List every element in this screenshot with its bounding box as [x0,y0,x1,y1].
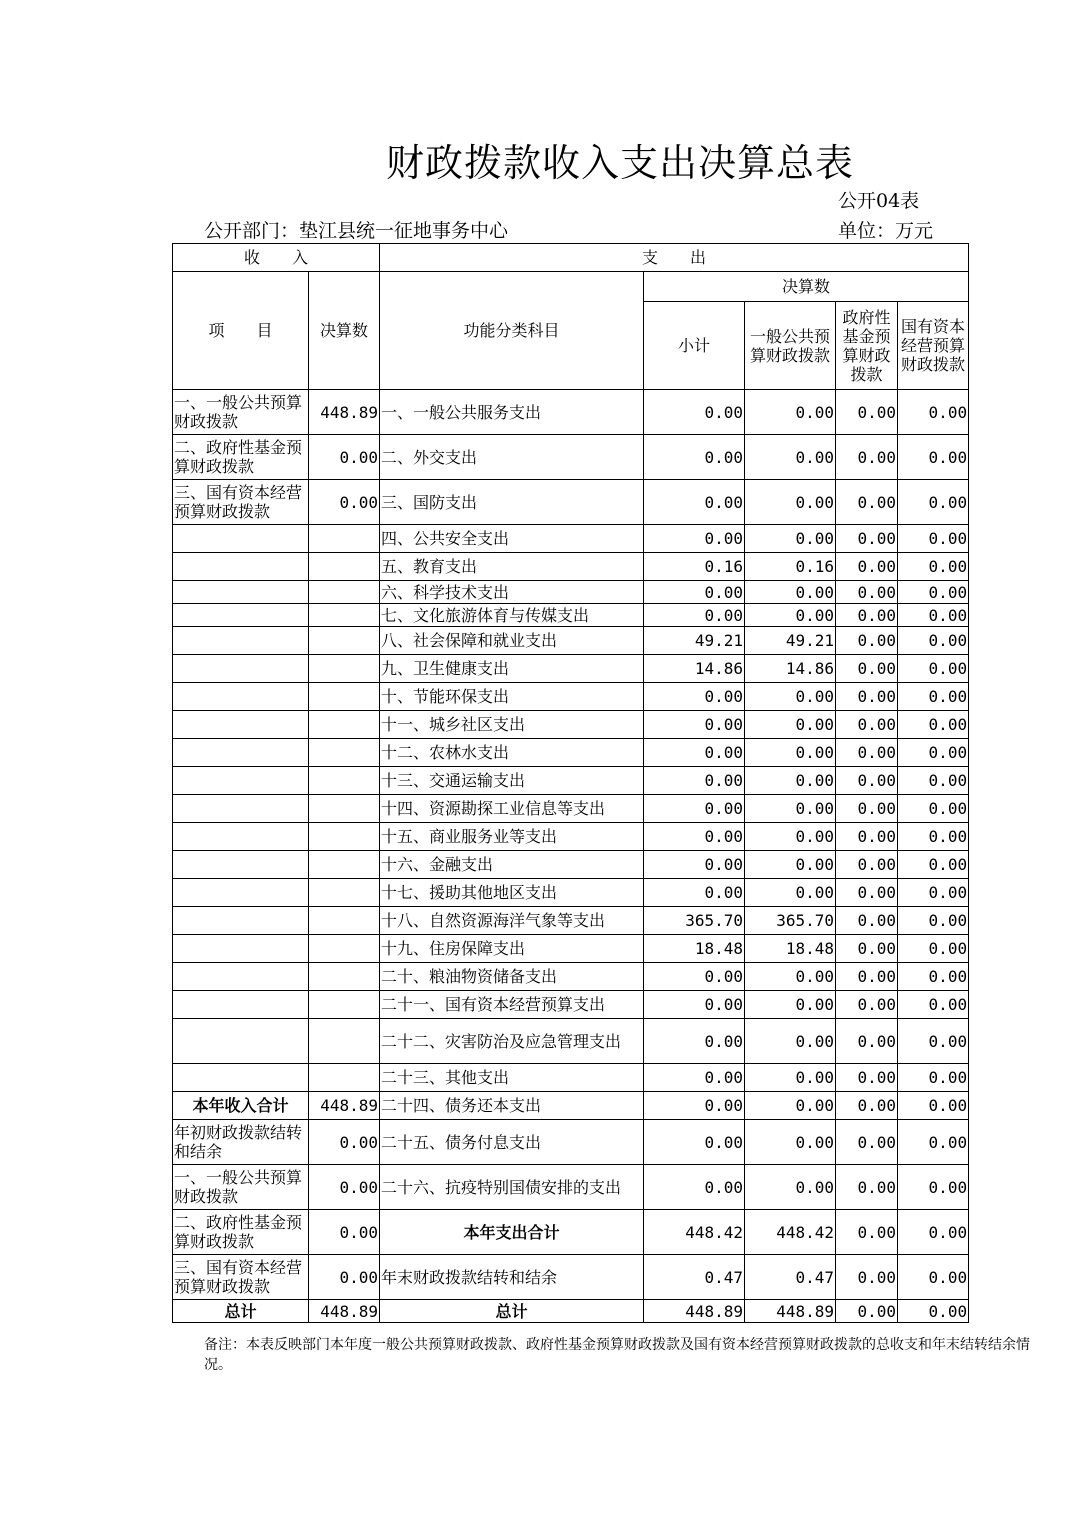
expense-item: 十五、商业服务业等支出 [380,823,644,851]
income-amount [309,525,380,553]
table-row [173,1092,969,1120]
income-item [173,604,309,627]
general-budget-value: 14.86 [745,655,836,683]
expense-item: 八、社会保障和就业支出 [380,627,644,655]
income-amount [309,823,380,851]
income-amount: 0.00 [309,435,380,480]
income-amount [309,553,380,581]
table-row [173,480,969,525]
income-item [173,1064,309,1092]
subtotal-value: 0.00 [644,480,745,525]
table-row [173,795,969,823]
income-item [173,879,309,907]
gov-fund-value: 0.00 [836,435,898,480]
budget-table [172,243,969,1323]
state-capital-value: 0.00 [898,935,969,963]
gov-fund-header: 政府性基金预算财政拨款 [836,302,898,390]
state-capital-value: 0.00 [898,851,969,879]
expense-item: 十八、自然资源海洋气象等支出 [380,907,644,935]
table-row [173,767,969,795]
income-amount [309,711,380,739]
general-budget-value: 0.00 [745,767,836,795]
state-capital-value: 0.00 [898,1255,969,1300]
subtotal-value: 0.00 [644,963,745,991]
expense-item: 四、公共安全支出 [380,525,644,553]
income-item [173,767,309,795]
state-capital-value: 0.00 [898,655,969,683]
gov-fund-value: 0.00 [836,991,898,1019]
income-item [173,711,309,739]
expense-item: 十二、农林水支出 [380,739,644,767]
expense-item: 十六、金融支出 [380,851,644,879]
department-label: 公开部门：垫江县统一征地事务中心 [204,220,509,242]
state-capital-header: 国有资本经营预算财政拨款 [898,302,969,390]
table-row [173,390,969,435]
gov-fund-value: 0.00 [836,525,898,553]
income-amount [309,851,380,879]
state-capital-value: 0.00 [898,1064,969,1092]
table-row [173,739,969,767]
subtotal-value: 0.16 [644,553,745,581]
page-title: 财政拨款收入支出决算总表 [385,141,854,185]
subtotal-value: 49.21 [644,627,745,655]
expense-item: 本年支出合计 [380,1210,644,1255]
table-row [173,435,969,480]
general-budget-value: 0.00 [745,879,836,907]
general-budget-value: 365.70 [745,907,836,935]
function-subject-header: 功能分类科目 [380,272,644,390]
gov-fund-value: 0.00 [836,604,898,627]
subtotal-value: 0.00 [644,683,745,711]
state-capital-value: 0.00 [898,1092,969,1120]
income-amount [309,879,380,907]
subtotal-value: 0.47 [644,1255,745,1300]
subtotal-header: 小计 [644,302,745,390]
table-row [173,627,969,655]
income-item: 年初财政拨款结转和结余 [173,1120,309,1165]
income-item [173,907,309,935]
general-budget-value: 448.89 [745,1300,836,1323]
income-amount [309,991,380,1019]
subtotal-value: 448.42 [644,1210,745,1255]
state-capital-value: 0.00 [898,795,969,823]
subtotal-value: 0.00 [644,851,745,879]
table-row [173,1255,969,1300]
subtotal-value: 18.48 [644,935,745,963]
general-budget-value: 0.00 [745,525,836,553]
state-capital-value: 0.00 [898,390,969,435]
table-row [173,1300,969,1323]
state-capital-value: 0.00 [898,525,969,553]
expense-item: 九、卫生健康支出 [380,655,644,683]
state-capital-value: 0.00 [898,553,969,581]
unit-label: 单位：万元 [838,220,934,242]
table-row [173,991,969,1019]
table-row [173,963,969,991]
state-capital-value: 0.00 [898,907,969,935]
table-row [173,879,969,907]
income-item [173,851,309,879]
subtotal-value: 0.00 [644,604,745,627]
general-budget-value: 0.00 [745,435,836,480]
expense-item: 二、外交支出 [380,435,644,480]
general-budget-value: 18.48 [745,935,836,963]
income-amount [309,739,380,767]
subtotal-value: 0.00 [644,711,745,739]
general-budget-value: 448.42 [745,1210,836,1255]
income-item: 二、政府性基金预算财政拨款 [173,435,309,480]
income-item [173,739,309,767]
subtotal-value: 0.00 [644,1092,745,1120]
general-budget-value: 0.00 [745,1064,836,1092]
general-budget-value: 0.00 [745,711,836,739]
income-amount [309,963,380,991]
income-amount: 0.00 [309,1165,380,1210]
general-budget-value: 0.00 [745,604,836,627]
item-header: 项 目 [173,272,309,390]
expense-item: 十三、交通运输支出 [380,767,644,795]
general-budget-value: 0.00 [745,1120,836,1165]
expense-item: 十一、城乡社区支出 [380,711,644,739]
income-amount [309,683,380,711]
subtotal-value: 0.00 [644,879,745,907]
gov-fund-value: 0.00 [836,739,898,767]
subtotal-value: 0.00 [644,767,745,795]
gov-fund-value: 0.00 [836,627,898,655]
income-item [173,795,309,823]
state-capital-value: 0.00 [898,627,969,655]
expense-item: 二十二、灾害防治及应急管理支出 [380,1019,644,1064]
income-amount: 448.89 [309,390,380,435]
general-budget-value: 0.00 [745,823,836,851]
general-budget-value: 0.00 [745,581,836,604]
subtotal-value: 0.00 [644,390,745,435]
table-row [173,1064,969,1092]
income-item: 一、一般公共预算财政拨款 [173,1165,309,1210]
income-item [173,655,309,683]
final-amount-header: 决算数 [644,272,969,302]
income-amount [309,1019,380,1064]
gov-fund-value: 0.00 [836,480,898,525]
gov-fund-value: 0.00 [836,851,898,879]
general-budget-value: 0.00 [745,795,836,823]
gov-fund-value: 0.00 [836,1165,898,1210]
gov-fund-value: 0.00 [836,655,898,683]
subtotal-value: 448.89 [644,1300,745,1323]
expense-item: 年末财政拨款结转和结余 [380,1255,644,1300]
income-amount: 0.00 [309,480,380,525]
gov-fund-value: 0.00 [836,683,898,711]
income-amount [309,627,380,655]
amount-header: 决算数 [309,272,380,390]
gov-fund-value: 0.00 [836,1255,898,1300]
subtotal-value: 0.00 [644,581,745,604]
table-row [173,851,969,879]
general-budget-value: 49.21 [745,627,836,655]
expense-item: 七、文化旅游体育与传媒支出 [380,604,644,627]
subtotal-value: 0.00 [644,1120,745,1165]
income-amount [309,581,380,604]
income-item [173,1019,309,1064]
general-budget-value: 0.00 [745,1165,836,1210]
income-item [173,963,309,991]
state-capital-value: 0.00 [898,1300,969,1323]
income-amount [309,604,380,627]
state-capital-value: 0.00 [898,767,969,795]
income-item [173,581,309,604]
expense-item: 六、科学技术支出 [380,581,644,604]
gov-fund-value: 0.00 [836,1210,898,1255]
table-row [173,711,969,739]
table-row [173,1120,969,1165]
table-row [173,907,969,935]
income-item [173,991,309,1019]
table-row [173,581,969,604]
gov-fund-value: 0.00 [836,1019,898,1064]
state-capital-value: 0.00 [898,1019,969,1064]
expense-item: 二十三、其他支出 [380,1064,644,1092]
gov-fund-value: 0.00 [836,390,898,435]
subtotal-value: 0.00 [644,991,745,1019]
general-budget-value: 0.00 [745,480,836,525]
income-item: 三、国有资本经营预算财政拨款 [173,480,309,525]
table-row [173,823,969,851]
expense-item: 十、节能环保支出 [380,683,644,711]
table-row [173,655,969,683]
expense-item: 总计 [380,1300,644,1323]
gov-fund-value: 0.00 [836,1092,898,1120]
gov-fund-value: 0.00 [836,879,898,907]
general-budget-value: 0.00 [745,963,836,991]
general-budget-value: 0.00 [745,851,836,879]
income-item [173,823,309,851]
state-capital-value: 0.00 [898,823,969,851]
gov-fund-value: 0.00 [836,1300,898,1323]
gov-fund-value: 0.00 [836,581,898,604]
expense-item: 三、国防支出 [380,480,644,525]
income-item: 三、国有资本经营预算财政拨款 [173,1255,309,1300]
income-amount: 0.00 [309,1210,380,1255]
expense-item: 十四、资源勘探工业信息等支出 [380,795,644,823]
income-amount [309,795,380,823]
gov-fund-value: 0.00 [836,767,898,795]
gov-fund-value: 0.00 [836,1064,898,1092]
subtotal-value: 0.00 [644,435,745,480]
subtotal-value: 0.00 [644,1064,745,1092]
table-row [173,1165,969,1210]
expense-item: 二十、粮油物资储备支出 [380,963,644,991]
expense-header: 支 出 [380,244,969,272]
expense-item: 二十一、国有资本经营预算支出 [380,991,644,1019]
income-item: 二、政府性基金预算财政拨款 [173,1210,309,1255]
subtotal-value: 0.00 [644,795,745,823]
gov-fund-value: 0.00 [836,935,898,963]
subtotal-value: 0.00 [644,1165,745,1210]
footnote: 备注：本表反映部门本年度一般公共预算财政拨款、政府性基金预算财政拨款及国有资本经营预算财政拨款的总收支和年末结转结余情况。 [204,1337,1030,1373]
income-amount [309,767,380,795]
income-item [173,627,309,655]
table-row [173,604,969,627]
general-budget-value: 0.00 [745,390,836,435]
table-row [173,1019,969,1064]
table-row [173,683,969,711]
table-row [173,1210,969,1255]
income-item: 总计 [173,1300,309,1323]
gov-fund-value: 0.00 [836,795,898,823]
state-capital-value: 0.00 [898,435,969,480]
state-capital-value: 0.00 [898,480,969,525]
state-capital-value: 0.00 [898,1120,969,1165]
income-item [173,553,309,581]
general-budget-value: 0.00 [745,683,836,711]
subtotal-value: 14.86 [644,655,745,683]
state-capital-value: 0.00 [898,581,969,604]
income-item: 一、一般公共预算财政拨款 [173,390,309,435]
general-budget-value: 0.47 [745,1255,836,1300]
income-item [173,935,309,963]
income-amount: 0.00 [309,1120,380,1165]
general-budget-value: 0.16 [745,553,836,581]
state-capital-value: 0.00 [898,991,969,1019]
expense-item: 十九、住房保障支出 [380,935,644,963]
income-amount [309,935,380,963]
subtotal-value: 0.00 [644,823,745,851]
subtotal-value: 0.00 [644,1019,745,1064]
table-row [173,553,969,581]
income-amount [309,907,380,935]
general-budget-header: 一般公共预算财政拨款 [745,302,836,390]
income-item: 本年收入合计 [173,1092,309,1120]
expense-item: 二十四、债务还本支出 [380,1092,644,1120]
state-capital-value: 0.00 [898,963,969,991]
general-budget-value: 0.00 [745,1019,836,1064]
subtotal-value: 0.00 [644,525,745,553]
expense-item: 二十六、抗疫特别国债安排的支出 [380,1165,644,1210]
expense-item: 五、教育支出 [380,553,644,581]
state-capital-value: 0.00 [898,1165,969,1210]
income-item [173,525,309,553]
form-number: 公开04表 [838,190,920,212]
income-amount: 0.00 [309,1255,380,1300]
gov-fund-value: 0.00 [836,907,898,935]
expense-item: 十七、援助其他地区支出 [380,879,644,907]
income-amount: 448.89 [309,1092,380,1120]
gov-fund-value: 0.00 [836,1120,898,1165]
subtotal-value: 365.70 [644,907,745,935]
state-capital-value: 0.00 [898,683,969,711]
gov-fund-value: 0.00 [836,823,898,851]
general-budget-value: 0.00 [745,991,836,1019]
gov-fund-value: 0.00 [836,553,898,581]
state-capital-value: 0.00 [898,604,969,627]
state-capital-value: 0.00 [898,739,969,767]
expense-item: 一、一般公共服务支出 [380,390,644,435]
table-row [173,935,969,963]
state-capital-value: 0.00 [898,711,969,739]
income-item [173,683,309,711]
gov-fund-value: 0.00 [836,711,898,739]
gov-fund-value: 0.00 [836,963,898,991]
state-capital-value: 0.00 [898,879,969,907]
table-row [173,525,969,553]
income-amount [309,1064,380,1092]
subtotal-value: 0.00 [644,739,745,767]
state-capital-value: 0.00 [898,1210,969,1255]
expense-item: 二十五、债务付息支出 [380,1120,644,1165]
income-amount [309,655,380,683]
general-budget-value: 0.00 [745,1092,836,1120]
general-budget-value: 0.00 [745,739,836,767]
income-header: 收 入 [173,244,380,272]
income-amount: 448.89 [309,1300,380,1323]
